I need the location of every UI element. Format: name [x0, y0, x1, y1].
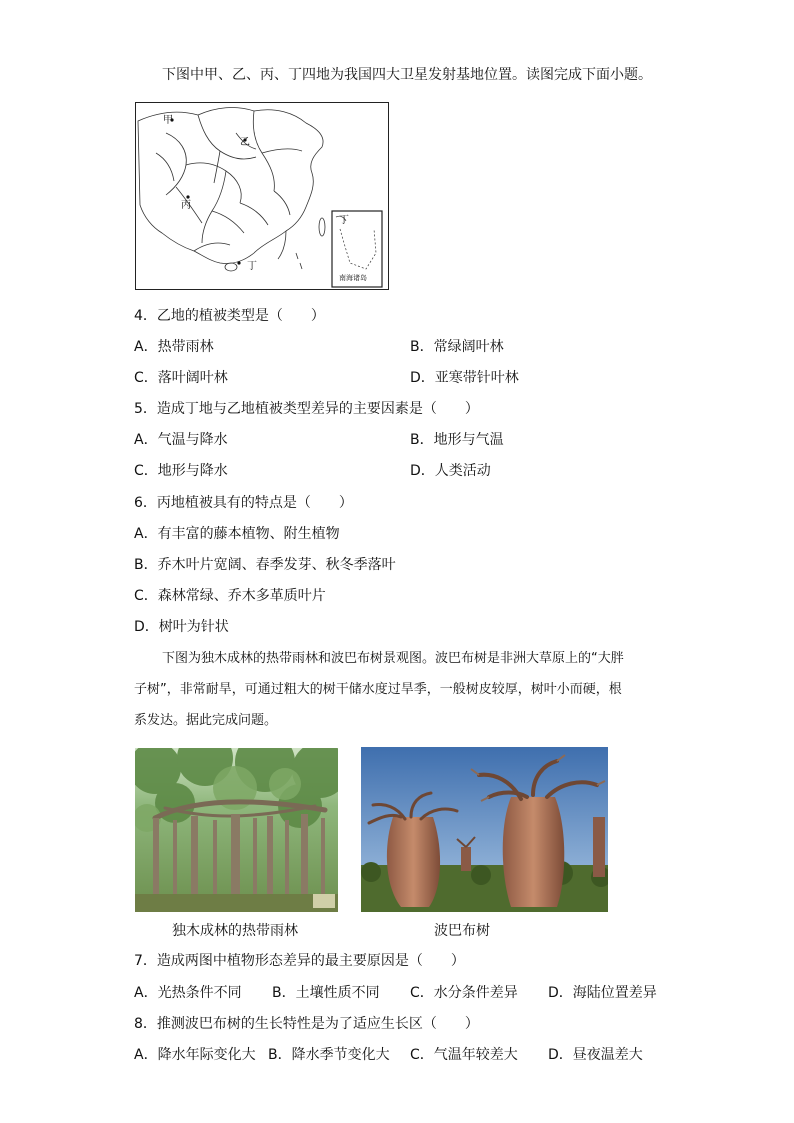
site-ding-dot [237, 261, 240, 264]
baobab-photo [361, 747, 608, 912]
q8-option-d: D．昼夜温差大 [548, 1047, 643, 1063]
q6-option-c: C．森林常绿、乔木多革质叶片 [134, 588, 326, 604]
inset-label-ding: 丁 [339, 215, 349, 226]
q8-option-a: A．降水年际变化大 [134, 1047, 256, 1063]
mainland-outline [138, 108, 323, 264]
banyan-rainforest-photo [135, 748, 338, 912]
intro-text: 下图中甲、乙、丙、丁四地为我国四大卫星发射基地位置。读图完成下面小题。 [162, 67, 652, 83]
map-label-ding: 丁 [247, 261, 257, 272]
q8-stem: 8．推测波巴布树的生长特性是为了适应生长区（ ） [134, 1016, 479, 1032]
q4-option-b: B．常绿阔叶林 [410, 339, 504, 355]
q7-option-c: C．水分条件差异 [410, 985, 518, 1001]
q7-option-a: A．光热条件不同 [134, 985, 242, 1001]
china-map-figure [135, 102, 389, 290]
section2-line-3: 系发达。据此完成问题。 [134, 713, 278, 728]
q5-stem: 5．造成丁地与乙地植被类型差异的主要因素是（ ） [134, 401, 479, 417]
section2-line-1: 下图为独木成林的热带雨林和波巴布树景观图。波巴布树是非洲大草原上的“大胖 [162, 651, 624, 666]
inset-title: 南海诸岛 [339, 274, 367, 282]
q6-stem: 6．丙地植被具有的特点是（ ） [134, 495, 353, 511]
taiwan-island [319, 218, 325, 236]
q8-option-c: C．气温年较差大 [410, 1047, 518, 1063]
q5-option-d: D．人类活动 [410, 463, 491, 479]
section2-line-2: 子树”，非常耐旱，可通过粗大的树干储水度过旱季，一般树皮较厚，树叶小而硬，根 [134, 682, 622, 697]
q5-option-a: A．气温与降水 [134, 432, 228, 448]
q7-option-d: D．海陆位置差异 [548, 985, 657, 1001]
caption-baobab: 波巴布树 [434, 923, 490, 939]
map-label-yi: 乙 [240, 137, 250, 148]
caption-banyan: 独木成林的热带雨林 [172, 923, 298, 939]
q4-option-a: A．热带雨林 [134, 339, 214, 355]
q4-option-d: D．亚寒带针叶林 [410, 370, 519, 386]
q5-option-b: B．地形与气温 [410, 432, 504, 448]
q6-option-d: D．树叶为针状 [134, 619, 229, 635]
q6-option-a: A．有丰富的藤本植物、附生植物 [134, 526, 340, 542]
china-map-svg [136, 103, 388, 289]
map-label-bing: 丙 [181, 200, 191, 211]
q4-stem: 4．乙地的植被类型是（ ） [134, 308, 325, 324]
q4-option-c: C．落叶阔叶林 [134, 370, 228, 386]
q5-option-c: C．地形与降水 [134, 463, 228, 479]
site-bing-dot [186, 195, 189, 198]
q6-option-b: B．乔木叶片宽阔、春季发芽、秋冬季落叶 [134, 557, 396, 573]
q8-option-b: B．降水季节变化大 [268, 1047, 390, 1063]
q7-option-b: B．土壤性质不同 [272, 985, 380, 1001]
map-label-jia: 甲 [163, 115, 173, 126]
q7-stem: 7．造成两图中植物形态差异的最主要原因是（ ） [134, 953, 465, 969]
hainan-island [225, 263, 237, 271]
